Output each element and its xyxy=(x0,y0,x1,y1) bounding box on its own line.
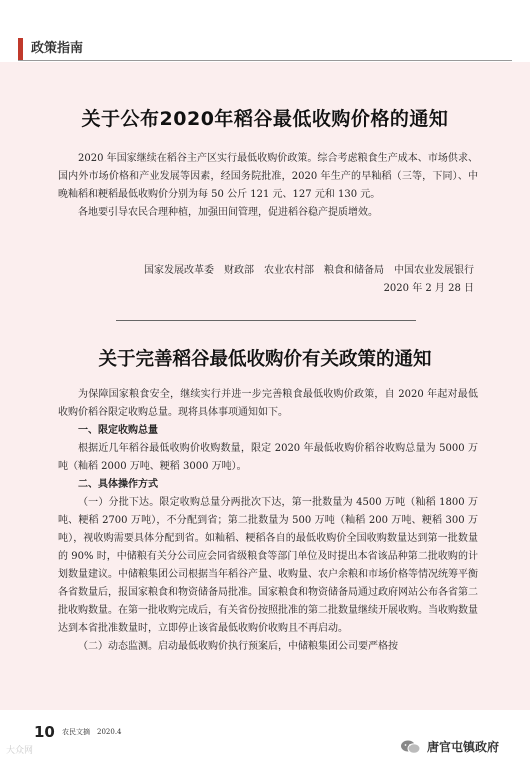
notice2-section1-text: 根据近几年稻谷最低收购价收购数量，限定 2020 年最低收购价稻谷收购总量为 5000 万吨（籼稻 2000 万吨、粳稻 3000 万吨）。 xyxy=(58,443,478,472)
notice2-section2-text2: （二）动态监测。启动最低收购价执行预案后，中储粮集团公司要严格按 xyxy=(78,641,398,652)
notice2-intro: 为保障国家粮食安全，继续实行并进一步完善粮食最低收购价政策，自 2020 年起对最低收购价稻谷限定收购总量。现将具体事项通知如下。 xyxy=(58,389,478,418)
watermark-left: 大众网 xyxy=(6,746,34,756)
notice1-title: 关于公布2020年稻谷最低收购价格的通知 xyxy=(81,108,449,130)
watermark-account: 唐官屯镇政府 xyxy=(427,740,500,754)
notice1-date: 2020 年 2 月 28 日 xyxy=(383,283,474,294)
notice1-body xyxy=(58,150,478,222)
watermark-right xyxy=(400,738,499,755)
notice2-section2-text1: （一）分批下达。限定收购总量分两批次下达，第一批数量为 4500 万吨（籼稻 1800 万吨、粳稻 2700 万吨），不分配到省；第二批数量为 500 万吨（籼稻 200 万吨、粳稻 300 万吨），视收购需要具体分配到省。如籼稻、粳稻各自的最低收购价全国收购数量达到第一批数量的 90% 时，中储粮有关分公司应会同省级粮食等部门单位及时提出本省该品种第二批收购的计划数量建议。中储粮集团公司根据当年稻谷产量、收购量、农户余粮和市场价格等情况统筹平衡各省数量后，报国家粮食和物资储备局批准。国家粮食和物资储备局通过政府网站公布各省第二批收购数量。在第一批收购完成后，有关省份按照批准的第二批数量继续开展收购。当收购数量达到本省批准数量时，立即停止该省最低收购价收购且不再启动。 xyxy=(58,497,478,634)
notice2-title: 关于完善稻谷最低收购价有关政策的通知 xyxy=(98,349,432,370)
page-header xyxy=(0,0,530,62)
section-label: 政策指南 xyxy=(18,38,93,60)
header-divider xyxy=(18,60,512,61)
notice2-body xyxy=(58,386,478,656)
wechat-icon xyxy=(400,739,422,755)
notice1-signature xyxy=(58,262,474,298)
notice2-section2-title: 二、具体操作方式 xyxy=(78,479,158,490)
notice1-paragraph-1: 2020 年国家继续在稻谷主产区实行最低收购价政策。综合考虑粮食生产成本、市场供求、国内外市场价格和产业发展等因素，经国务院批准，2020 年生产的早籼稻（三等，下同）、中晚籼稻和粳稻最低收购价分别为每 50 公斤 121 元、127 元和 130 元。 xyxy=(58,153,478,200)
journal-name: 农民文摘 2020.4 xyxy=(62,728,122,736)
notice2-section1-title: 一、限定收购总量 xyxy=(78,425,158,436)
notice-divider xyxy=(116,320,416,321)
notice1-issuers: 国家发展改革委 财政部 农业农村部 粮食和储备局 中国农业发展银行 xyxy=(144,265,474,276)
page-number: 10 xyxy=(34,723,55,741)
notice1-paragraph-2: 各地要引导农民合理种植，加强田间管理，促进稻谷稳产提质增效。 xyxy=(78,207,378,218)
